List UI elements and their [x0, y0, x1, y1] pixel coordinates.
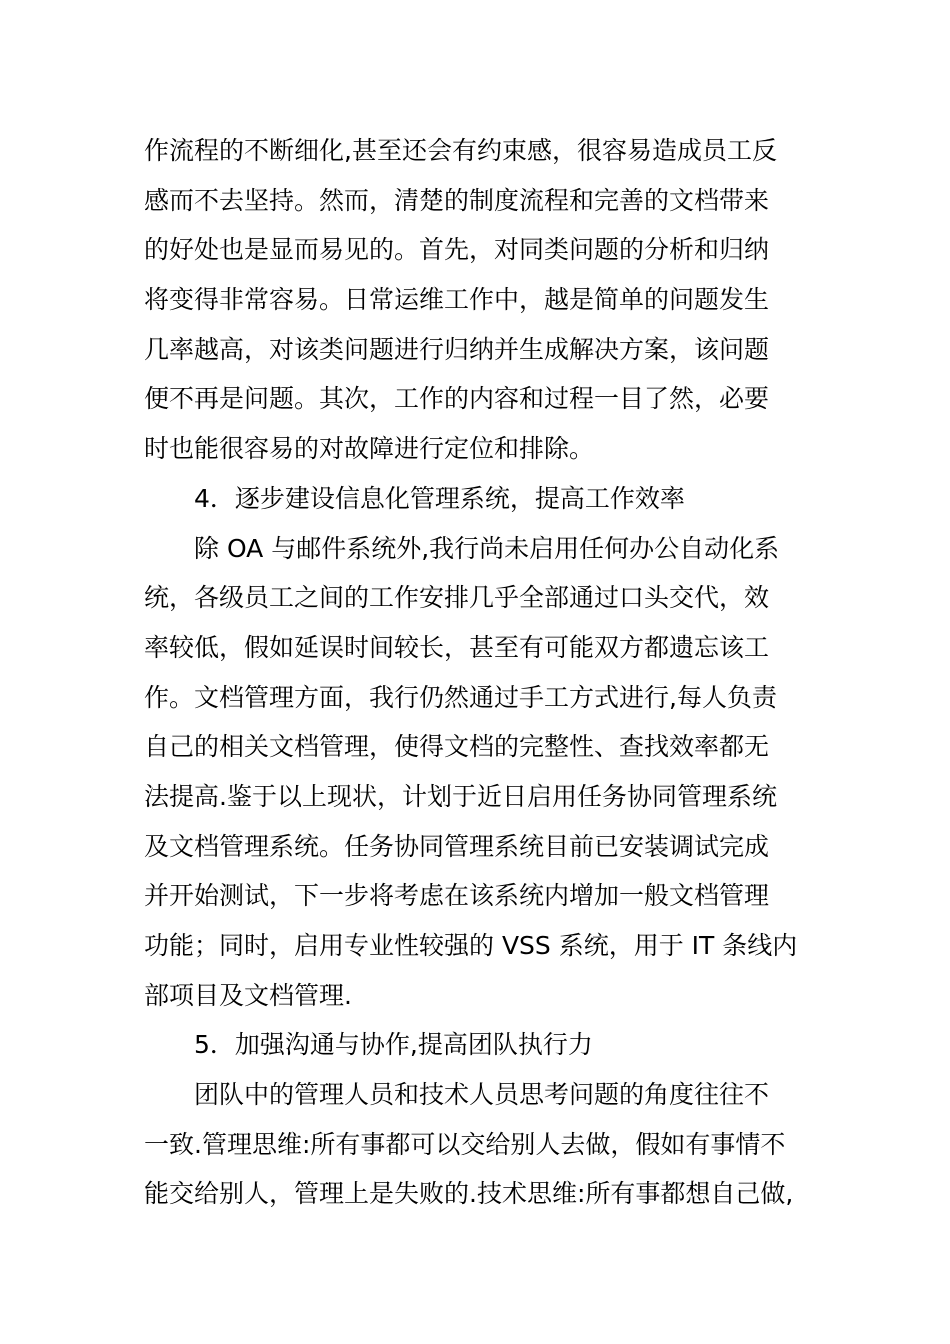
text-line: 自己的相关文档管理，使得文档的完整性、查找效率都无 — [144, 732, 770, 762]
text-line: 便不再是问题。其次，工作的内容和过程一目了然，必要 — [144, 384, 770, 414]
text-line: 及文档管理系统。任务协同管理系统目前已安装调试完成 — [144, 831, 770, 861]
text-line: 时也能很容易的对故障进行定位和排除。 — [144, 434, 595, 464]
document-body — [144, 126, 824, 1219]
text-line: 统，各级员工之间的工作安排几乎全部通过口头交代，效 — [144, 583, 770, 613]
text-line: 几率越高，对该类问题进行归纳并生成解决方案，该问题 — [144, 334, 770, 364]
text-line: 率较低，假如延误时间较长，甚至有可能双方都遗忘该工 — [144, 632, 770, 662]
text-line: 将变得非常容易。日常运维工作中，越是简单的问题发生 — [144, 285, 770, 315]
text-line: 能交给别人，管理上是失败的.技术思维:所有事都想自己做, — [144, 1179, 794, 1209]
text-line: 作。文档管理方面，我行仍然通过手工方式进行,每人负责 — [144, 682, 777, 712]
text-line: 一致.管理思维:所有事都可以交给别人去做，假如有事情不 — [144, 1129, 786, 1159]
text-line: 功能；同时，启用专业性较强的 VSS 系统，用于 IT 条线内 — [144, 931, 798, 960]
paragraph-start: 除 OA 与邮件系统外,我行尚未启用任何办公自动化系 — [194, 533, 780, 563]
text-line: 感而不去坚持。然而，清楚的制度流程和完善的文档带来 — [144, 185, 770, 215]
paragraph-start: 团队中的管理人员和技术人员思考问题的角度往往不 — [194, 1080, 770, 1110]
section-heading-5: 5．加强沟通与协作,提高团队执行力 — [194, 1030, 593, 1060]
text-line: 的好处也是显而易见的。首先，对同类问题的分析和归纳 — [144, 235, 770, 265]
text-line: 作流程的不断细化,甚至还会有约束感，很容易造成员工反 — [144, 136, 777, 165]
text-line: 部项目及文档管理. — [144, 980, 352, 1010]
text-line: 法提高.鉴于以上现状，计划于近日启用任务协同管理系统 — [144, 781, 777, 811]
text-line: 并开始测试，下一步将考虑在该系统内增加一般文档管理 — [144, 881, 770, 911]
section-heading-4: 4．逐步建设信息化管理系统，提高工作效率 — [194, 483, 685, 513]
